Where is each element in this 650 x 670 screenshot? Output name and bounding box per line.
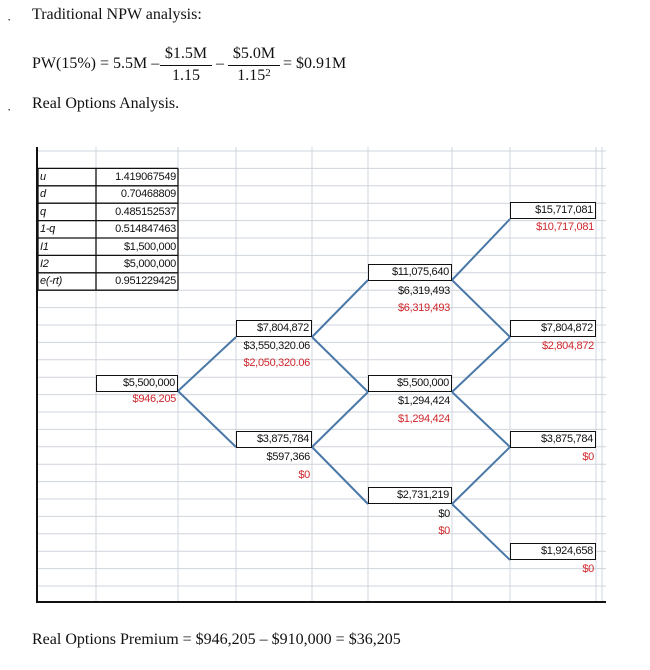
- tree-branch: [312, 337, 368, 392]
- npw-fraction-2: [228, 45, 280, 85]
- node-t3-uuu-asset: $15,717,081: [510, 202, 596, 219]
- tree-branch: [452, 447, 510, 504]
- param-label: 1-q: [40, 223, 55, 236]
- npw-fraction-1: [160, 45, 212, 85]
- node-t2-up-pv: $6,319,493: [397, 285, 450, 297]
- node-t2-mid-option: $1,294,424: [397, 413, 450, 425]
- param-label: d: [40, 188, 46, 201]
- node-t3-udd-asset: $3,875,784: [510, 431, 596, 448]
- node-t1-up-option: $2,050,320.06: [243, 357, 310, 369]
- param-value: $5,000,000: [123, 258, 176, 270]
- node-t0-option: $946,205: [132, 393, 176, 405]
- node-t1-down-pv: $597,366: [266, 451, 310, 463]
- binomial-tree-sheet: [36, 147, 606, 603]
- param-value: $1,500,000: [123, 240, 176, 253]
- node-t3-udd-option: $0: [582, 451, 594, 463]
- tree-branch: [452, 337, 510, 392]
- tree-branch: [312, 447, 368, 504]
- npw-minus: –: [216, 55, 224, 72]
- node-t2-down-asset: $2,731,219: [368, 487, 452, 504]
- node-t1-down-asset: $3,875,784: [236, 431, 312, 448]
- node-t2-up-option: $6,319,493: [397, 302, 450, 314]
- node-t3-uud-option: $2,804,872: [541, 340, 594, 352]
- tree-branch: [312, 280, 368, 337]
- node-t3-uud-asset: $7,804,872: [510, 320, 596, 337]
- param-label: I2: [40, 258, 49, 270]
- node-t2-up-asset: $11,075,640: [368, 264, 452, 281]
- param-value: 0.514847463: [115, 223, 176, 236]
- npw-equation-lhs: PW(15%) = 5.5M –: [32, 55, 160, 72]
- param-label: q: [40, 205, 46, 218]
- node-t2-down-option: $0: [438, 525, 450, 537]
- real-options-premium: Real Options Premium = $946,205 – $910,000 = $36,205: [32, 631, 401, 648]
- node-t3-ddd-option: $0: [582, 563, 594, 575]
- node-t2-mid-asset: $5,500,000: [368, 375, 452, 392]
- fraction-2-denominator: 1.15$^2$: [237, 67, 271, 84]
- tree-branch: [452, 504, 510, 560]
- tree-branch: [452, 392, 510, 447]
- roa-heading: Real Options Analysis.: [32, 95, 180, 112]
- tree-branch: [452, 280, 510, 337]
- node-t2-mid-pv: $1,294,424: [397, 395, 450, 407]
- bullet-roa: ·: [7, 102, 12, 117]
- node-t3-uuu-option: $10,717,081: [536, 221, 594, 233]
- param-label: e(-rt): [40, 275, 63, 288]
- node-t1-up-asset: $7,804,872: [236, 320, 312, 337]
- npw-heading: Traditional NPW analysis:: [32, 6, 202, 23]
- param-value: 0.951229425: [115, 275, 176, 288]
- param-label: I1: [40, 240, 49, 253]
- tree-branch: [312, 392, 368, 447]
- tree-branch: [178, 391, 236, 447]
- param-value: 0.70468809: [120, 188, 176, 201]
- fraction-1-numerator: $1.5M: [164, 45, 208, 62]
- fraction-1-denominator: 1.15: [172, 67, 200, 84]
- param-value: 0.485152537: [115, 205, 176, 218]
- node-t0-asset: $5,500,000: [96, 375, 178, 392]
- tree-branch: [452, 219, 510, 280]
- node-t2-down-pv: $0: [438, 508, 450, 520]
- bullet-npw: ·: [7, 12, 12, 27]
- node-t1-up-pv: $3,550,320.06: [243, 340, 310, 352]
- npw-equation-rhs: = $0.91M: [283, 55, 347, 72]
- node-t1-down-option: $0: [298, 469, 310, 481]
- param-label: u: [40, 171, 46, 183]
- node-t3-ddd-asset: $1,924,658: [510, 543, 596, 560]
- fraction-2-numerator: $5.0M: [232, 45, 276, 62]
- param-value: 1.419067549: [115, 171, 176, 183]
